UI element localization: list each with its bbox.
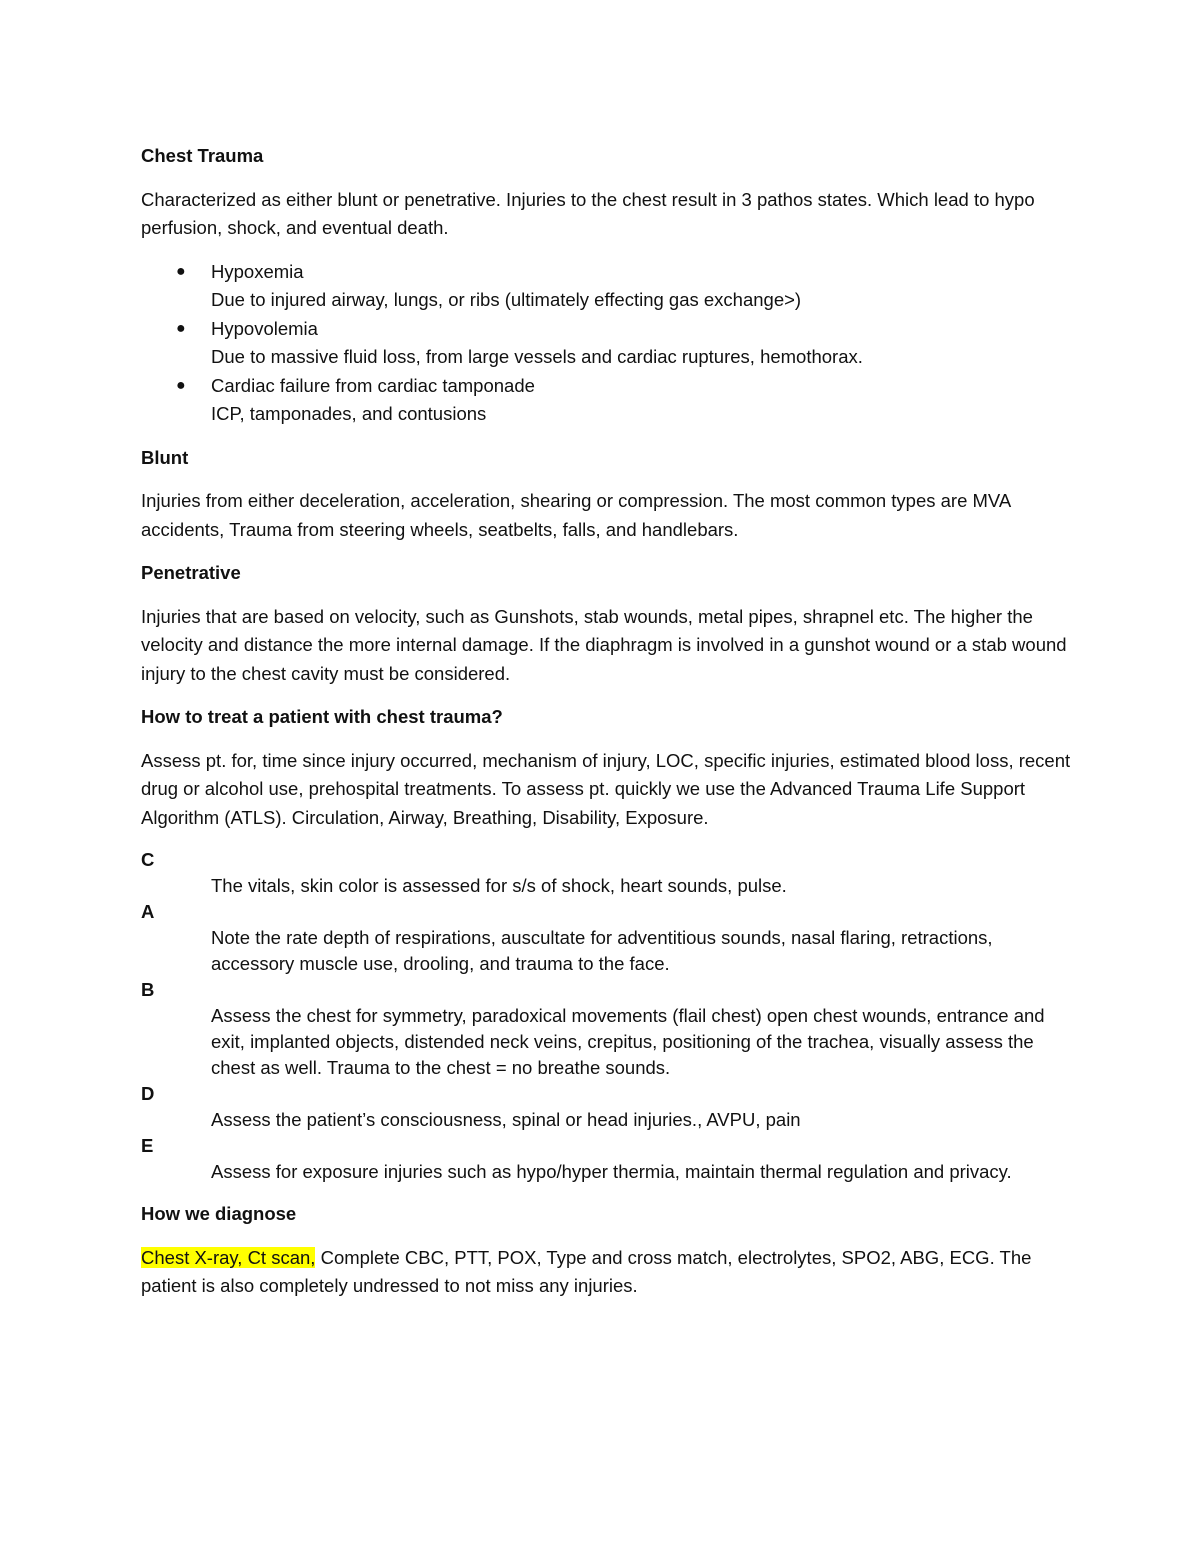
diagnose-text: Complete CBC, PTT, POX, Type and cross match, electrolytes, SPO2, ABG, ECG. The patient is also completely undressed to not miss any injuries. [141, 1246, 1032, 1296]
bullet-icon: ● [176, 376, 186, 394]
state-name: Cardiac failure from cardiac tamponade [211, 374, 535, 396]
treat-heading: How to treat a patient with chest trauma? [141, 706, 503, 727]
page-title: Chest Trauma [141, 145, 264, 166]
cabde-text: Note the rate depth of respirations, auscultate for adventitious sounds, nasal flaring, retractions, accessory muscle use, drooling, and trauma to the face. [211, 927, 993, 974]
cabde-letter: D [141, 1083, 155, 1104]
cabde-list [141, 847, 1071, 1185]
diagnose-paragraph [141, 1244, 1071, 1301]
state-name: Hypovolemia [211, 317, 318, 339]
diagnose-heading: How we diagnose [141, 1203, 297, 1224]
state-detail: Due to injured airway, lungs, or ribs (ultimately effecting gas exchange>) [211, 289, 802, 310]
cabde-text: The vitals, skin color is assessed for s/s of shock, heart sounds, pulse. [211, 875, 787, 896]
cabde-letter: A [141, 901, 155, 922]
highlighted-text: Chest X-ray, Ct scan, [141, 1246, 316, 1268]
list-item [141, 258, 1071, 315]
cabde-letter: B [141, 979, 155, 1000]
list-item [141, 372, 1071, 429]
cabde-text: Assess the patient’s consciousness, spinal or head injuries., AVPU, pain [211, 1109, 801, 1130]
document-body [141, 142, 1071, 1316]
blunt-heading: Blunt [141, 446, 189, 468]
blunt-paragraph: Injuries from either deceleration, acceleration, shearing or compression. The most common types are MVA accidents, Trauma from steering wheels, seatbelts, falls, and handlebars. [141, 490, 1011, 540]
penetrative-heading: Penetrative [141, 562, 241, 583]
cabde-text: Assess for exposure injuries such as hypo/hyper thermia, maintain thermal regulation and privacy. [211, 1161, 1012, 1182]
list-item [141, 315, 1071, 372]
bullet-icon: ● [176, 319, 186, 337]
cabde-text: Assess the chest for symmetry, paradoxical movements (flail chest) open chest wounds, entrance and exit, implanted objects, distended neck veins, crepitus, positioning of the trachea, visually assess the chest as well. Trauma to the chest = no breathe sounds. [211, 1005, 1045, 1078]
penetrative-paragraph: Injuries that are based on velocity, such as Gunshots, stab wounds, metal pipes, shrapnel etc. The higher the velocity and distance the more internal damage. If the diaphragm is involved in a gunshot wound or a stab wound injury to the chest cavity must be considered. [141, 605, 1067, 684]
cabde-letter: C [141, 849, 155, 870]
treat-paragraph: Assess pt. for, time since injury occurred, mechanism of injury, LOC, specific injuries, estimated blood loss, recent drug or alcohol use, prehospital treatments. To assess pt. quickly we use the Advanced Trauma Life Support Algorithm (ATLS). Circulation, Airway, Breathing, Disability, Exposure. [141, 749, 1071, 828]
state-detail: Due to massive fluid loss, from large vessels and cardiac ruptures, hemothorax. [211, 346, 863, 367]
intro-paragraph: Characterized as either blunt or penetrative. Injuries to the chest result in 3 pathos states. Which lead to hypo perfusion, shock, and eventual death. [141, 188, 1035, 238]
cabde-letter: E [141, 1135, 154, 1156]
bullet-icon: ● [176, 262, 186, 280]
state-name: Hypoxemia [211, 260, 304, 282]
state-detail: ICP, tamponades, and contusions [211, 403, 487, 424]
pathos-states-list [141, 258, 1071, 429]
